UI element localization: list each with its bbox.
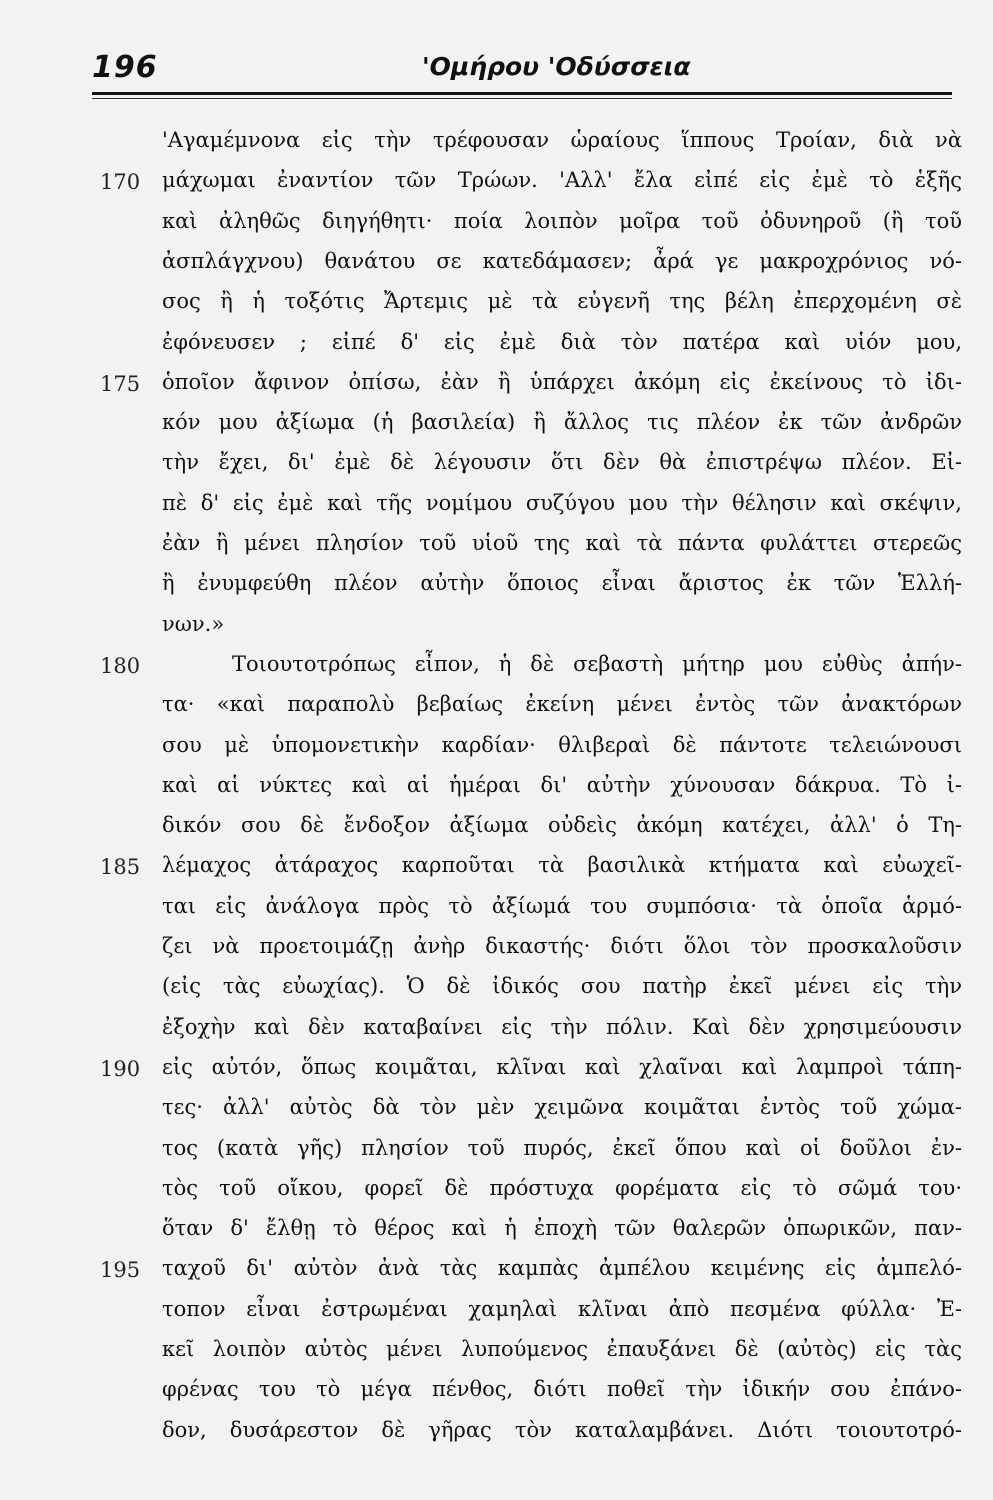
text-line: ἀσπλάγχνου) θανάτου σε κατεδάμασεν; ἆρά γε μακροχρόνιος νό- [162, 248, 962, 273]
verse-line-number: 185 [100, 855, 141, 880]
text-line: τοπον εἶναι ἐστρωμέναι χαμηλαὶ κλῖναι ἀπὸ πεσμένα φύλλα· Ἐ- [162, 1296, 962, 1321]
text-line: ὅταν δ' ἔλθῃ τὸ θέρος καὶ ἡ ἐποχὴ τῶν θαλερῶν ὀπωρικῶν, παν- [162, 1216, 962, 1241]
text-line: τὴν ἔχει, δι' ἐμὲ δὲ λέγουσιν ὅτι δὲν θὰ ἐπιστρέψω πλέον. Εἰ- [162, 450, 962, 475]
text-line: σου μὲ ὑπομονετικὴν καρδίαν· θλιβεραὶ δὲ πάντοτε τελειώνουσι [162, 732, 962, 757]
text-line: Τοιουτοτρόπως εἶπον, ἡ δὲ σεβαστὴ μήτηρ μου εὐθὺς ἀπήν- [232, 651, 962, 676]
text-line: φρένας του τὸ μέγα πένθος, διότι ποθεῖ τὴν ἰδικήν σου ἐπάνο- [162, 1377, 962, 1402]
text-line: σος ἢ ἡ τοξότις Ἄρτεμις μὲ τὰ εὐγενῆ της βέλη ἐπερχομένη σὲ [162, 289, 962, 314]
verse-line-number: 195 [100, 1258, 141, 1283]
verse-line-number: 175 [100, 371, 141, 396]
header-rule-thin [92, 98, 952, 99]
page-header [92, 50, 952, 100]
page-number: 196 [92, 50, 158, 85]
text-line: 'Αγαμέμνονα εἰς τὴν τρέφουσαν ὡραίους ἵππους Τροίαν, διὰ νὰ [162, 128, 962, 152]
text-line: καὶ ἀληθῶς διηγήθητι· ποία λοιπὸν μοῖρα τοῦ ὀδυνηροῦ (ἢ τοῦ [162, 208, 962, 233]
header-rule [92, 92, 952, 95]
running-title: 'Ομήρου 'Οδύσσεια [422, 52, 691, 81]
text-line: κεῖ λοιπὸν αὐτὸς μένει λυπούμενος ἐπαυξάνει δὲ (αὐτὸς) εἰς τὰς [162, 1337, 962, 1361]
text-line: τες· ἀλλ' αὐτὸς δὰ τὸν μὲν χειμῶνα κοιμᾶται ἐντὸς τοῦ χώμα- [162, 1095, 962, 1120]
verse-line-number: 190 [100, 1056, 141, 1081]
text-line: κόν μου ἀξίωμα (ἡ βασιλεία) ἢ ἄλλος τις πλέον ἐκ τῶν ἀνδρῶν [162, 410, 962, 435]
text-line: πὲ δ' εἰς ἐμὲ καὶ τῆς νομίμου συζύγου μου τὴν θέλησιν καὶ σκέψιν, [162, 490, 962, 515]
text-line: ὁποῖον ἄφινον ὀπίσω, ἐὰν ἢ ὑπάρχει ἀκόμη εἰς ἐκείνους τὸ ἰδι- [162, 369, 962, 394]
text-line: ταχοῦ δι' αὐτὸν ἀνὰ τὰς καμπὰς ἀμπέλου κειμένης εἰς ἀμπελό- [162, 1256, 962, 1281]
text-line: λέμαχος ἀτάραχος καρποῦται τὰ βασιλικὰ κτήματα καὶ εὐωχεῖ- [162, 853, 962, 878]
text-line: ἐξοχὴν καὶ δὲν καταβαίνει εἰς τὴν πόλιν. Καὶ δὲν χρησιμεύουσιν [162, 1014, 962, 1039]
verse-line-number: 180 [100, 653, 141, 678]
text-line: ται εἰς ἀνάλογα πρὸς τὸ ἀξίωμά του συμπόσια· τὰ ὁποῖα ἁρμό- [162, 893, 962, 918]
text-line: δον, δυσάρεστον δὲ γῆρας τὸν καταλαμβάνει. Διότι τοιουτοτρό- [162, 1417, 962, 1442]
text-line: ἐφόνευσεν ; εἰπέ δ' εἰς ἐμὲ διὰ τὸν πατέρα καὶ υἱόν μου, [162, 329, 962, 354]
text-line: (εἰς τὰς εὐωχίας). Ὁ δὲ ἰδικός σου πατὴρ ἐκεῖ μένει εἰς τὴν [162, 974, 962, 999]
text-line: εἰς αὐτόν, ὅπως κοιμᾶται, κλῖναι καὶ χλαῖναι καὶ λαμπροὶ τάπη- [162, 1054, 962, 1079]
text-line: τα· «καὶ παραπολὺ βεβαίως ἐκείνη μένει ἐντὸς τῶν ἀνακτόρων [162, 692, 962, 717]
text-line: ζει νὰ προετοιμάζῃ ἀνὴρ δικαστής· διότι ὅλοι τὸν προσκαλοῦσιν [162, 934, 962, 958]
text-line: νων.» [162, 611, 225, 636]
text-line: ἢ ἐνυμφεύθη πλέον αὐτὴν ὅποιος εἶναι ἄριστος ἐκ τῶν Ἑλλή- [162, 571, 962, 596]
text-line: ἐὰν ἢ μένει πλησίον τοῦ υἱοῦ της καὶ τὰ πάντα φυλάττει στερεῶς [162, 531, 962, 555]
verse-line-number: 170 [100, 170, 141, 195]
text-line: τὸς τοῦ οἴκου, φορεῖ δὲ πρόστυχα φορέματα εἰς τὸ σῶμά του· [162, 1175, 962, 1200]
text-line: μάχωμαι ἐναντίον τῶν Τρώων. 'Αλλ' ἔλα εἰπέ εἰς ἐμὲ τὸ ἑξῆς [162, 168, 962, 193]
text-line: τος (κατὰ γῆς) πλησίον τοῦ πυρός, ἐκεῖ ὅπου καὶ οἱ δοῦλοι ἐν- [162, 1135, 962, 1160]
text-line: δικόν σου δὲ ἔνδοξον ἀξίωμα οὐδεὶς ἀκόμη κατέχει, ἀλλ' ὁ Τη- [162, 813, 962, 838]
text-line: καὶ αἱ νύκτες καὶ αἱ ἡμέραι δι' αὐτὴν χύνουσαν δάκρυα. Τὸ ἰ- [162, 772, 962, 797]
